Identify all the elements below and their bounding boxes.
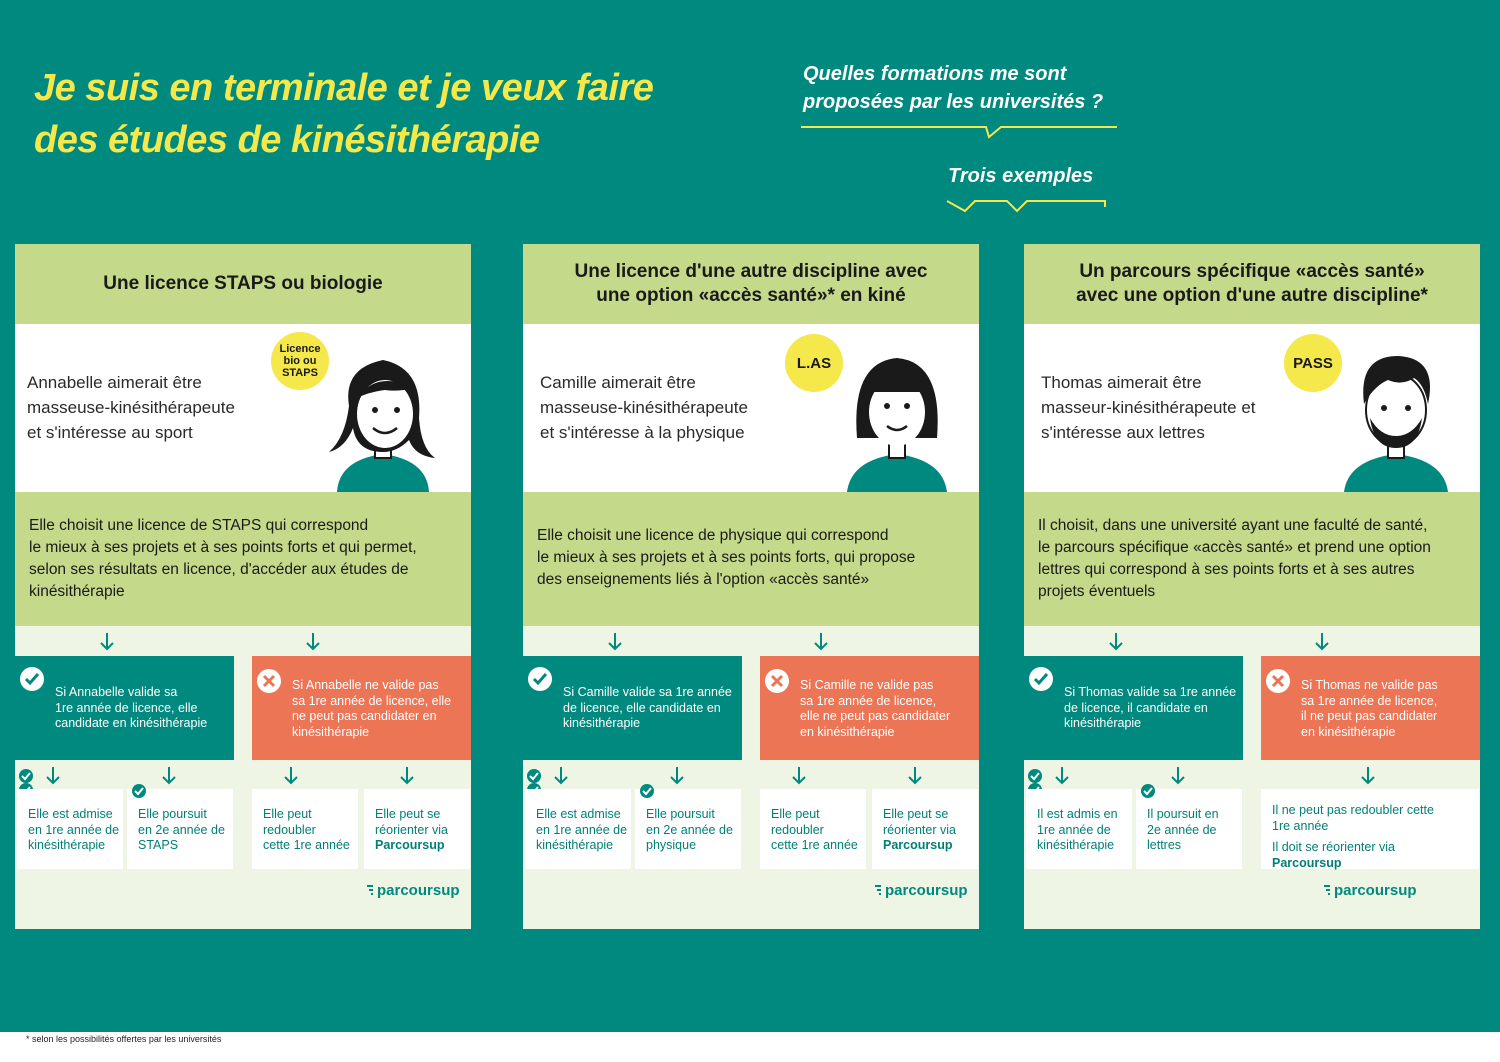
- profile-line: masseuse-kinésithérapeute: [540, 398, 748, 417]
- result-line: en 2e année de: [138, 822, 225, 837]
- result-text: [138, 807, 225, 854]
- result-line: 2e année de: [1147, 822, 1217, 837]
- arrow-down-icon: [399, 766, 415, 786]
- result-line: réorienter via: [375, 822, 448, 837]
- result-line: Elle est admise: [536, 807, 621, 821]
- failure-line: il ne peut pas candidater: [1301, 709, 1438, 723]
- column-las: [523, 244, 979, 929]
- result-line: Elle poursuit: [138, 807, 207, 821]
- track-badge: [271, 332, 329, 390]
- arrow-down-icon: [99, 632, 115, 652]
- badge-line: bio ou: [283, 355, 317, 367]
- track-badge: [785, 334, 843, 392]
- parcoursup-logo: [1322, 882, 1417, 899]
- subtitle: Trois exemples: [948, 165, 1094, 187]
- failure-text: [292, 678, 451, 740]
- result-line: Elle peut: [263, 807, 312, 821]
- girl-avatar-icon: [841, 348, 953, 492]
- choice-text: [29, 515, 459, 603]
- success-line: de licence, il candidate en: [1064, 700, 1208, 715]
- success-text: [1064, 685, 1236, 732]
- arrow-down-icon: [283, 766, 299, 786]
- arrow-down-icon: [1314, 632, 1330, 652]
- result-box: [1261, 789, 1479, 869]
- success-box: [15, 656, 234, 760]
- column-header: [523, 244, 979, 324]
- parcoursup-mark-icon: [873, 884, 883, 898]
- profile-line: Camille aimerait être: [540, 373, 696, 392]
- result-line: kinésithérapie: [1037, 838, 1115, 852]
- result-box: [364, 789, 470, 869]
- result-line: en 2e année de: [646, 822, 733, 837]
- arrow-down-icon: [791, 766, 807, 786]
- check-circle-icon: [639, 783, 655, 799]
- result-line: cette 1re année: [263, 838, 350, 852]
- result-line: redoubler: [771, 822, 824, 837]
- profile-line: masseur-kinésithérapeute et: [1041, 398, 1256, 417]
- arrow-down-icon: [161, 766, 177, 786]
- success-line: Si Camille valide sa 1re année: [563, 685, 732, 699]
- choice-line: le parcours spécifique «accès santé» et prend une option: [1038, 539, 1431, 556]
- success-line: de licence, elle candidate en: [563, 700, 721, 715]
- result-line: Elle est admise: [28, 807, 113, 821]
- result-line-text: Il doit se réorienter via: [1272, 840, 1395, 854]
- parcoursup-mark-icon: [1322, 884, 1332, 898]
- choice-line: Elle choisit une licence de STAPS qui correspond: [29, 517, 369, 534]
- title-line: des études de kinésithérapie: [34, 119, 540, 161]
- question-line: Quelles formations me sont: [803, 63, 1067, 85]
- choice-line: le mieux à ses projets et à ses points forts, qui propose: [537, 549, 916, 566]
- badge-line: L.AS: [796, 354, 832, 372]
- speech-bubble-tail: [801, 119, 1121, 139]
- check-circle-icon: [19, 666, 45, 692]
- failure-line: en kinésithérapie: [800, 724, 895, 739]
- result-text: [1272, 803, 1434, 871]
- cross-circle-icon: [1265, 668, 1291, 694]
- check-circle-icon: [1028, 666, 1054, 692]
- result-line: Elle peut: [771, 807, 820, 821]
- choice-text: [537, 525, 967, 591]
- result-text: [536, 807, 627, 854]
- result-line: kinésithérapie: [536, 838, 614, 852]
- column-pass: [1024, 244, 1480, 929]
- result-line: STAPS: [138, 838, 179, 852]
- result-line: en 1re année de: [28, 822, 120, 837]
- success-text: [563, 685, 732, 732]
- result-line: en 1re année de: [536, 822, 628, 837]
- arrow-down-icon: [1170, 766, 1186, 786]
- subtitle-underline: [945, 193, 1110, 217]
- success-line: 1re année de licence, elle: [55, 700, 198, 715]
- arrow-down-icon: [1108, 632, 1124, 652]
- result-line: [1272, 840, 1434, 871]
- result-text: [1037, 807, 1118, 854]
- result-box: [525, 789, 631, 869]
- result-line: Elle poursuit: [646, 807, 715, 821]
- column-header: [1024, 244, 1480, 324]
- profile-panel: [15, 324, 471, 492]
- failure-text: [800, 678, 950, 740]
- badge-line: Licence: [279, 343, 321, 355]
- result-bold: Parcoursup: [1272, 855, 1342, 870]
- failure-line: sa 1re année de licence, elle: [292, 693, 452, 708]
- logo-text: parcoursup: [1334, 882, 1417, 899]
- arrow-down-icon: [553, 766, 569, 786]
- choice-line: projets éventuels: [1038, 583, 1156, 600]
- choice-panel: [1024, 492, 1480, 626]
- result-text: [375, 807, 448, 854]
- result-line: redoubler: [263, 822, 316, 837]
- profile-line: et s'intéresse à la physique: [540, 423, 745, 442]
- result-box: [760, 789, 866, 869]
- result-line: Elle peut se: [883, 807, 949, 821]
- result-line: Il est admis en: [1037, 807, 1118, 821]
- failure-line: sa 1re année de licence,: [800, 693, 937, 708]
- girl-avatar-icon: [327, 348, 439, 492]
- result-line: physique: [646, 838, 697, 852]
- profile-line: s'intéresse aux lettres: [1041, 423, 1205, 442]
- result-line: 1re année: [1272, 818, 1329, 833]
- success-text: [55, 685, 207, 732]
- cross-circle-icon: [256, 668, 282, 694]
- parcoursup-mark-icon: [365, 884, 375, 898]
- header-line: une option «accès santé»* en kiné: [596, 285, 906, 306]
- header-line: avec une option d'une autre discipline*: [1076, 285, 1428, 306]
- failure-box: [760, 656, 979, 760]
- arrow-down-icon: [1054, 766, 1070, 786]
- choice-line: lettres qui correspond à ses points forts et à ses autres: [1038, 561, 1415, 578]
- choice-line: Il choisit, dans une université ayant une faculté de santé,: [1038, 517, 1428, 534]
- check-circle-icon: [1140, 783, 1156, 799]
- check-circle-icon: [131, 783, 147, 799]
- failure-line: Si Annabelle ne valide pas: [292, 678, 439, 692]
- result-line: Elle peut se: [375, 807, 441, 821]
- logo-text: parcoursup: [885, 882, 968, 899]
- success-line: Si Annabelle valide sa: [55, 685, 178, 699]
- result-line: cette 1re année: [771, 838, 858, 852]
- arrow-down-icon: [45, 766, 61, 786]
- profile-panel: [1024, 324, 1480, 492]
- result-bold: Parcoursup: [375, 838, 445, 852]
- arrow-down-icon: [305, 632, 321, 652]
- result-line: 1re année de: [1037, 822, 1111, 837]
- failure-line: elle ne peut pas candidater: [800, 709, 951, 723]
- failure-line: kinésithérapie: [292, 724, 370, 739]
- column-header: [15, 244, 471, 324]
- arrow-down-icon: [1360, 766, 1376, 786]
- footnote: * selon les possibilités offertes par les universités: [26, 1034, 222, 1044]
- success-line: kinésithérapie: [563, 716, 641, 730]
- failure-line: Si Camille ne valide pas: [800, 678, 934, 692]
- result-line: lettres: [1147, 838, 1182, 852]
- result-line: réorienter via: [883, 822, 956, 837]
- question-bubble: [803, 60, 1133, 116]
- result-box: [127, 789, 233, 869]
- badge-line: STAPS: [282, 367, 318, 379]
- choice-panel: [15, 492, 471, 626]
- profile-line: masseuse-kinésithérapeute: [27, 398, 235, 417]
- result-box: [635, 789, 741, 869]
- choice-line: selon ses résultats en licence, d'accéder aux études de: [29, 561, 409, 578]
- result-box: [1136, 789, 1242, 869]
- profile-panel: [523, 324, 979, 492]
- failure-line: sa 1re année de licence,: [1301, 693, 1438, 708]
- profile-line: Thomas aimerait être: [1041, 373, 1202, 392]
- logo-text: parcoursup: [377, 882, 460, 899]
- failure-line: Si Thomas ne valide pas: [1301, 678, 1438, 692]
- parcoursup-logo: [873, 882, 968, 899]
- question-line: proposées par les universités ?: [803, 91, 1104, 113]
- result-line: Il poursuit en: [1147, 807, 1219, 821]
- track-badge: [1284, 334, 1342, 392]
- arrow-down-icon: [669, 766, 685, 786]
- choice-line: Elle choisit une licence de physique qui correspond: [537, 527, 889, 544]
- profile-text: [1041, 370, 1311, 445]
- profile-line: et s'intéresse au sport: [27, 423, 193, 442]
- choice-line: des enseignements liés à l'option «accès santé»: [537, 571, 870, 588]
- profile-text: [27, 370, 297, 445]
- success-line: candidate en kinésithérapie: [55, 716, 208, 730]
- result-box: [17, 789, 123, 869]
- header-line: Une licence d'une autre discipline avec: [574, 261, 928, 282]
- page-title: [34, 62, 794, 166]
- cross-circle-icon: [764, 668, 790, 694]
- result-bold: Parcoursup: [883, 838, 953, 852]
- badge-line: PASS: [1293, 354, 1333, 372]
- parcoursup-logo: [365, 882, 460, 899]
- result-text: [1147, 807, 1219, 854]
- choice-line: kinésithérapie: [29, 583, 125, 600]
- arrow-down-icon: [813, 632, 829, 652]
- arrow-down-icon: [607, 632, 623, 652]
- success-line: Si Thomas valide sa 1re année: [1064, 685, 1237, 699]
- failure-line: ne peut pas candidater en: [292, 709, 437, 723]
- result-line: kinésithérapie: [28, 838, 106, 852]
- header-line: Une licence STAPS ou biologie: [103, 273, 383, 294]
- result-text: [263, 807, 350, 854]
- result-box: [1026, 789, 1132, 869]
- failure-box: [1261, 656, 1480, 760]
- check-circle-icon: [527, 666, 553, 692]
- result-text: [771, 807, 858, 854]
- result-box: [872, 789, 978, 869]
- title-line: Je suis en terminale et je veux faire: [34, 67, 654, 109]
- boy-avatar-icon: [1340, 348, 1452, 492]
- result-text: [646, 807, 733, 854]
- column-staps: [15, 244, 471, 929]
- choice-text: [1038, 515, 1468, 603]
- success-line: kinésithérapie: [1064, 716, 1142, 730]
- success-box: [523, 656, 742, 760]
- result-line: Il ne peut pas redoubler cette: [1272, 803, 1434, 817]
- success-box: [1024, 656, 1243, 760]
- result-text: [883, 807, 956, 854]
- arrow-down-icon: [907, 766, 923, 786]
- failure-box: [252, 656, 471, 760]
- result-box: [252, 789, 358, 869]
- choice-line: le mieux à ses projets et à ses points forts et qui permet,: [29, 539, 417, 556]
- profile-text: [540, 370, 810, 445]
- choice-panel: [523, 492, 979, 626]
- header-line: Un parcours spécifique «accès santé»: [1079, 261, 1425, 282]
- result-text: [28, 807, 119, 854]
- failure-line: en kinésithérapie: [1301, 724, 1396, 739]
- profile-line: Annabelle aimerait être: [27, 373, 202, 392]
- failure-text: [1301, 678, 1438, 740]
